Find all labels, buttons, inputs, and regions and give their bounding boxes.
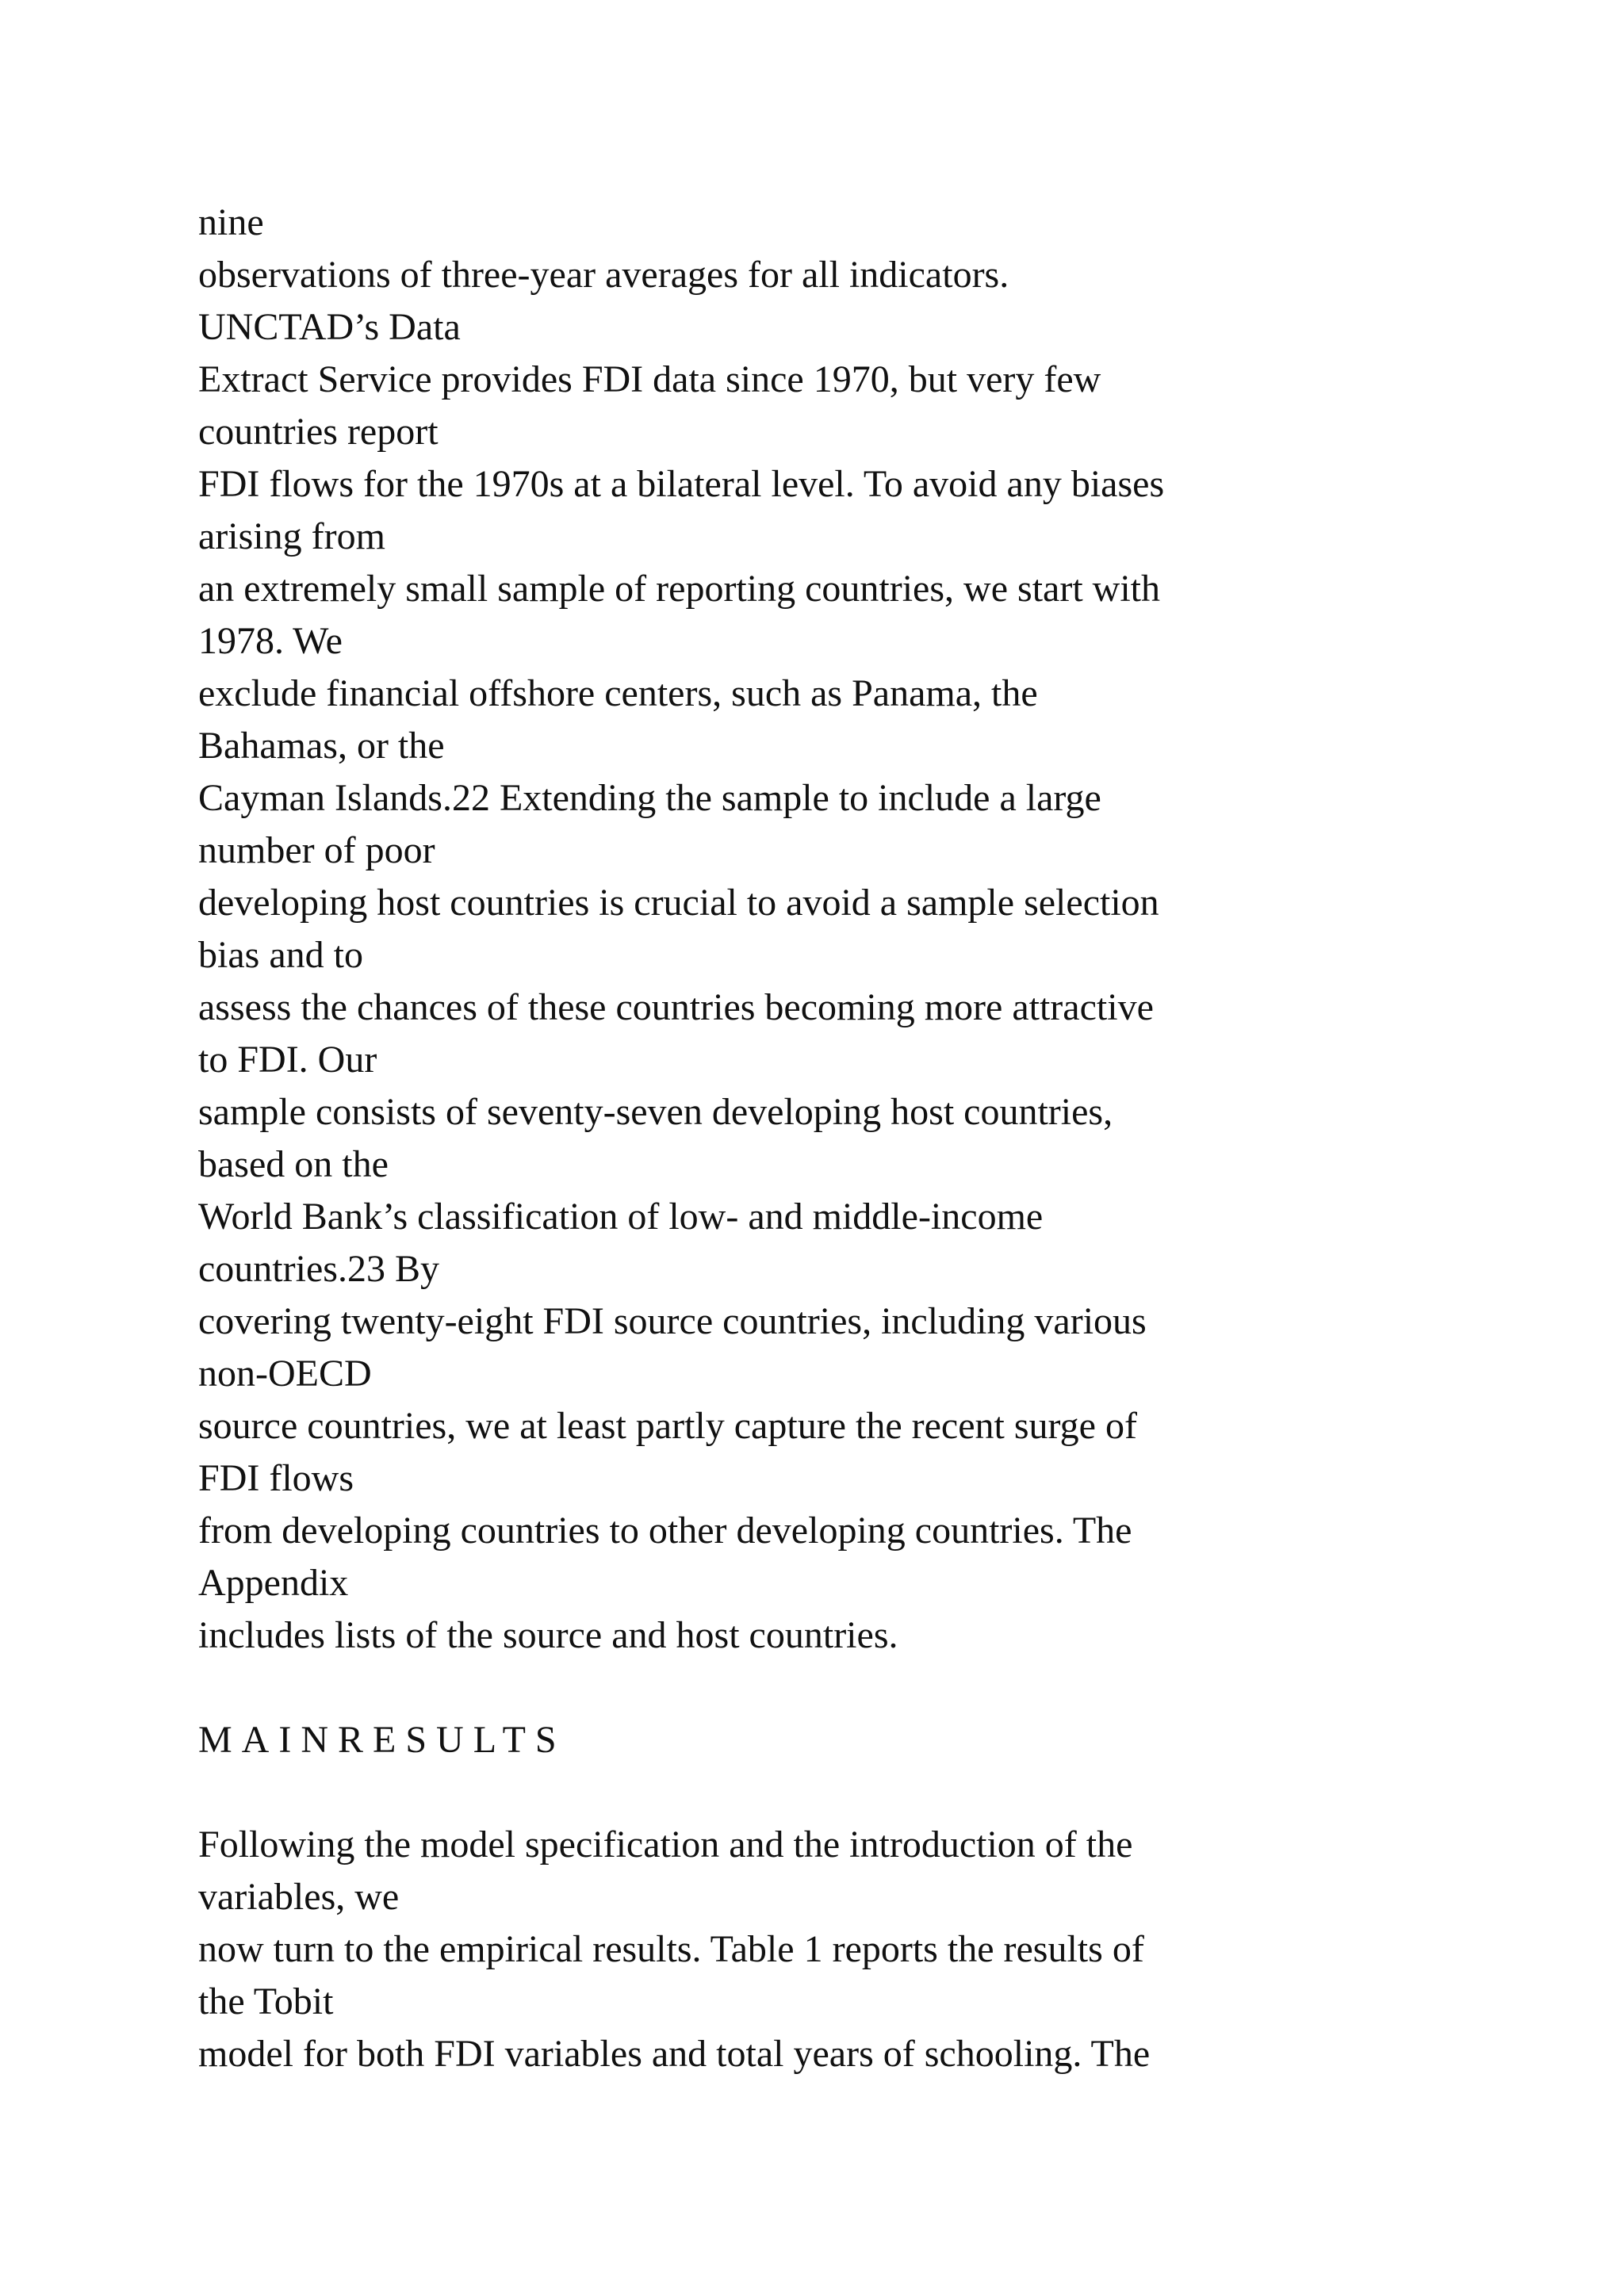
paragraph-1-line: number of poor <box>198 829 435 871</box>
paragraph-1-line: exclude financial offshore centers, such as Panama, the <box>198 672 1038 714</box>
paragraph-1-line: arising from <box>198 515 385 557</box>
paragraph-1-line: 1978. We <box>198 620 343 662</box>
paragraph-1-line: countries report <box>198 411 439 453</box>
paragraph-2-line: the Tobit <box>198 1980 334 2022</box>
paragraph-gap <box>198 1766 1546 1819</box>
paragraph-1-line: an extremely small sample of reporting countries, we start with <box>198 568 1160 610</box>
paragraph-2-line: now turn to the empirical results. Table 1 reports the results of <box>198 1928 1144 1970</box>
paragraph-1-line: assess the chances of these countries becoming more attractive <box>198 986 1154 1028</box>
paragraph-1-line: to FDI. Our <box>198 1039 377 1081</box>
paragraph-1-line: sample consists of seventy-seven developing host countries, <box>198 1091 1113 1133</box>
paragraph-1-line: World Bank’s classification of low- and middle-income <box>198 1196 1044 1238</box>
paragraph-2-line: Following the model specification and the introduction of the <box>198 1823 1133 1866</box>
paragraph-1-line: bias and to <box>198 934 363 976</box>
paragraph-1-line: countries.23 By <box>198 1248 439 1290</box>
document-body <box>198 197 1546 2080</box>
paragraph-1-line: FDI flows <box>198 1457 354 1499</box>
paragraph-1-line: from developing countries to other developing countries. The <box>198 1510 1132 1552</box>
paragraph-1-line: non-OECD <box>198 1353 372 1395</box>
paragraph-1-line: includes lists of the source and host countries. <box>198 1614 898 1656</box>
paragraph-1-line: source countries, we at least partly capture the recent surge of <box>198 1405 1137 1447</box>
paragraph-1-line: developing host countries is crucial to avoid a sample selection <box>198 882 1159 924</box>
paragraph-1-line: Cayman Islands.22 Extending the sample to include a large <box>198 777 1101 819</box>
paragraph-1-line: covering twenty-eight FDI source countries, including various <box>198 1300 1147 1342</box>
paragraph-1-line: Appendix <box>198 1562 349 1604</box>
paragraph-gap <box>198 1662 1546 1714</box>
section-heading: MAINRESULTS <box>198 1719 566 1761</box>
paragraph-2-line: variables, we <box>198 1876 400 1918</box>
paragraph-1-line: nine <box>198 201 264 243</box>
paragraph-1-line: Bahamas, or the <box>198 725 445 767</box>
paragraph-1-line: based on the <box>198 1143 389 1185</box>
paragraph-1-line: UNCTAD’s Data <box>198 306 461 348</box>
paragraph-1-line: observations of three-year averages for all indicators. <box>198 254 1009 296</box>
paragraph-1-line: FDI flows for the 1970s at a bilateral level. To avoid any biases <box>198 463 1165 505</box>
paragraph-2-line: model for both FDI variables and total years of schooling. The <box>198 2033 1151 2075</box>
paragraph-1-line: Extract Service provides FDI data since 1970, but very few <box>198 358 1101 400</box>
